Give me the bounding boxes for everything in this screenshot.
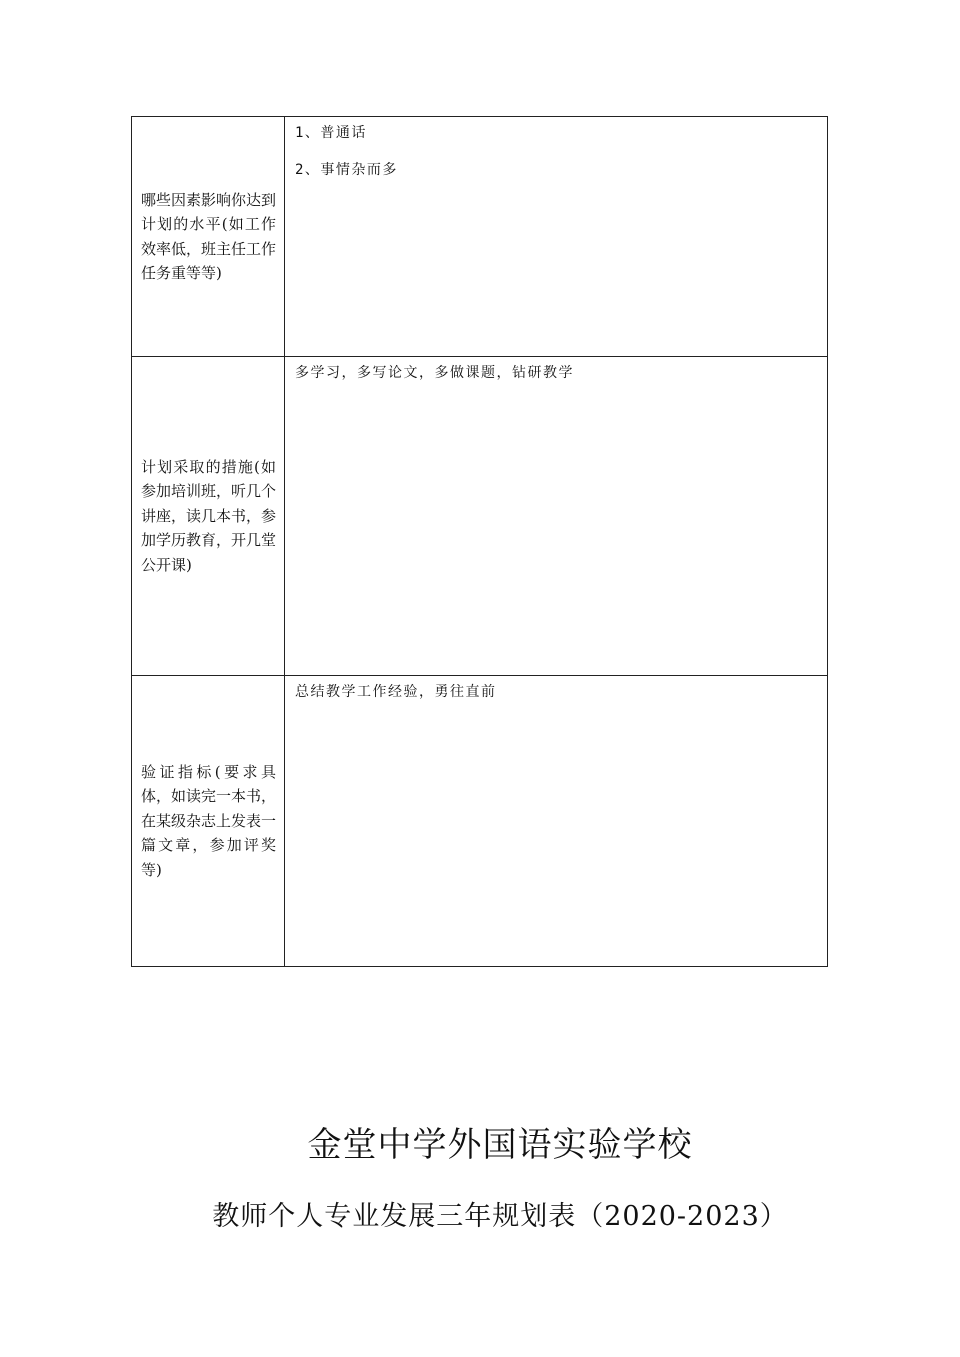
content-line: 2、事情杂而多 xyxy=(295,162,398,178)
content-line: 1、普通话 xyxy=(295,125,367,141)
plan-table xyxy=(131,116,828,967)
row-label-verification-indicators: 验证指标(要求具体，如读完一本书，在某级杂志上发表一篇文章，参加评奖等) xyxy=(141,762,277,879)
school-name-heading: 金堂中学外国语实验学校 xyxy=(307,1125,693,1165)
row-label-influencing-factors: 哪些因素影响你达到计划的水平(如工作效率低，班主任工作任务重等等) xyxy=(141,190,277,282)
row-content-cell xyxy=(285,357,828,676)
table-row xyxy=(132,117,828,357)
row-content-cell xyxy=(285,117,828,357)
table-row xyxy=(132,357,828,676)
table-row xyxy=(132,676,828,967)
form-title-heading: 教师个人专业发展三年规划表（2020-2023） xyxy=(212,1201,788,1232)
row-label-cell xyxy=(132,117,285,357)
row-label-planned-measures: 计划采取的措施(如参加培训班，听几个讲座，读几本书，参加学历教育，开几堂公开课) xyxy=(141,457,277,574)
content-line: 多学习，多写论文，多做课题，钻研教学 xyxy=(295,365,574,381)
content-line: 总结教学工作经验，勇往直前 xyxy=(295,684,497,700)
row-content-cell xyxy=(285,676,828,967)
row-label-cell xyxy=(132,676,285,967)
row-label-cell xyxy=(132,357,285,676)
